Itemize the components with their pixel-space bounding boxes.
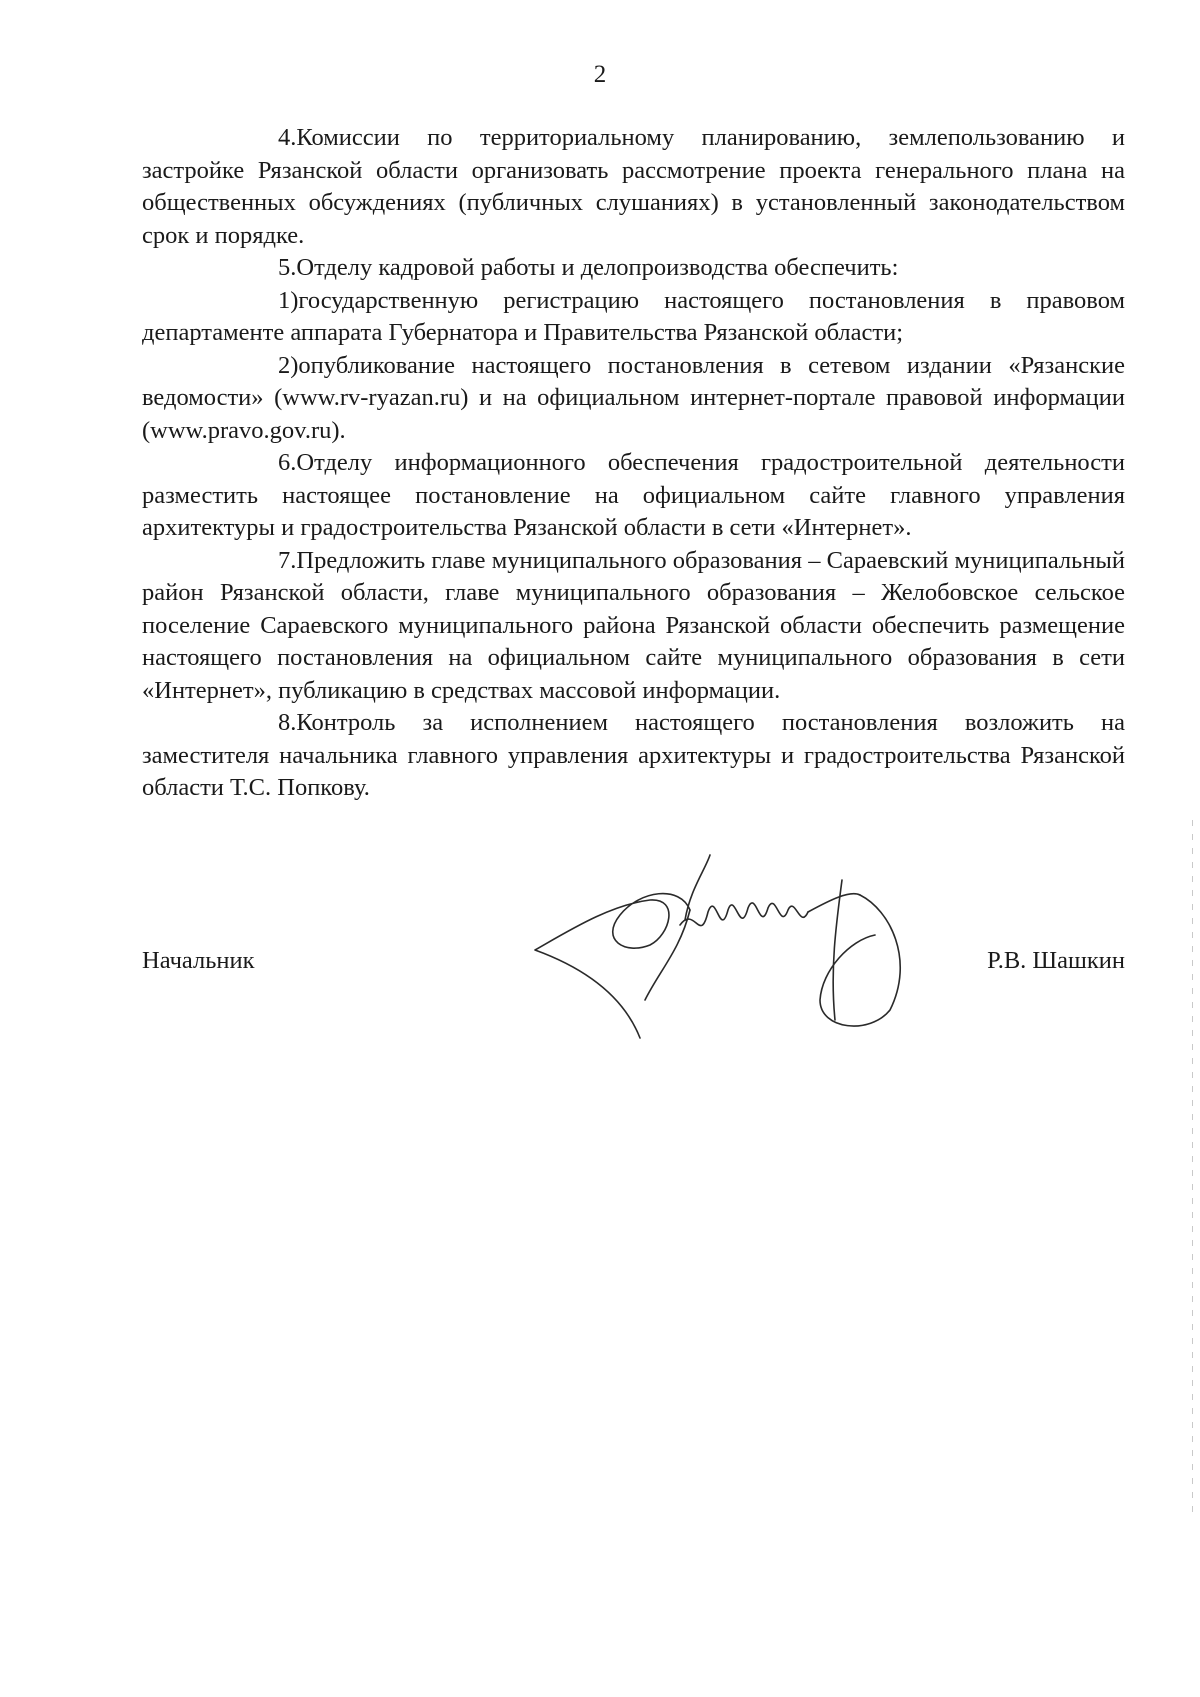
paragraph-item-5 bbox=[142, 252, 1125, 285]
item-text: опубликование настоящего постановления в сетевом издании «Рязанские ведомости» (www.rv-ryazan.ru) и на официальном интернет-портале правовой информации (www.pravo.gov.ru). bbox=[142, 351, 1125, 444]
item-text: Отделу кадровой работы и делопроизводства обеспечить: bbox=[296, 254, 899, 281]
page-number: 2 bbox=[593, 61, 607, 88]
paragraph-subitem-2 bbox=[142, 350, 1125, 448]
document-body bbox=[142, 122, 1125, 805]
item-text: Предложить главе муниципального образования – Сараевский муниципальный район Рязанской области, главе муниципального образования – Желобовское сельское поселение Сараевского муниципального района Рязанской области обеспечить размещение настоящего постановления на официальном сайте муниципального образования в сети «Интернет», публикацию в средствах массовой информации. bbox=[142, 546, 1125, 704]
paragraph-item-7 bbox=[142, 545, 1125, 708]
item-text: государственную регистрацию настоящего постановления в правовом департаменте аппарата Губернатора и Правительства Рязанской области; bbox=[142, 286, 1125, 346]
item-text: Отделу информационного обеспечения градостроительной деятельности разместить настоящее постановление на официальном сайте главного управления архитектуры и градостроительства Рязанской области в сети «Интернет». bbox=[142, 449, 1125, 541]
item-number: 5. bbox=[278, 254, 297, 281]
item-text: Комиссии по территориальному планированию, землепользованию и застройке Рязанской области организовать рассмотрение проекта генерального плана на общественных обсуждениях (публичных слушаниях) в установленный законодательством срок и порядке. bbox=[142, 124, 1125, 249]
item-number: 1) bbox=[278, 286, 299, 314]
item-number: 6. bbox=[278, 449, 297, 476]
item-text: Контроль за исполнением настоящего постановления возложить на заместителя начальника главного управления архитектуры и градостроительства Рязанской области Т.С. Попкову. bbox=[142, 709, 1125, 801]
signature-block bbox=[142, 945, 1125, 985]
scan-edge-mark bbox=[1192, 820, 1193, 1520]
paragraph-item-8 bbox=[142, 707, 1125, 805]
item-number: 4. bbox=[278, 124, 297, 151]
item-number: 7. bbox=[278, 546, 297, 574]
item-number: 8. bbox=[278, 709, 297, 736]
signatory-name: Р.В. Шашкин bbox=[987, 947, 1125, 974]
paragraph-item-4 bbox=[142, 122, 1125, 252]
paragraph-item-6 bbox=[142, 447, 1125, 545]
signatory-position: Начальник bbox=[142, 947, 255, 974]
item-number: 2) bbox=[278, 351, 299, 379]
paragraph-subitem-1 bbox=[142, 285, 1125, 350]
